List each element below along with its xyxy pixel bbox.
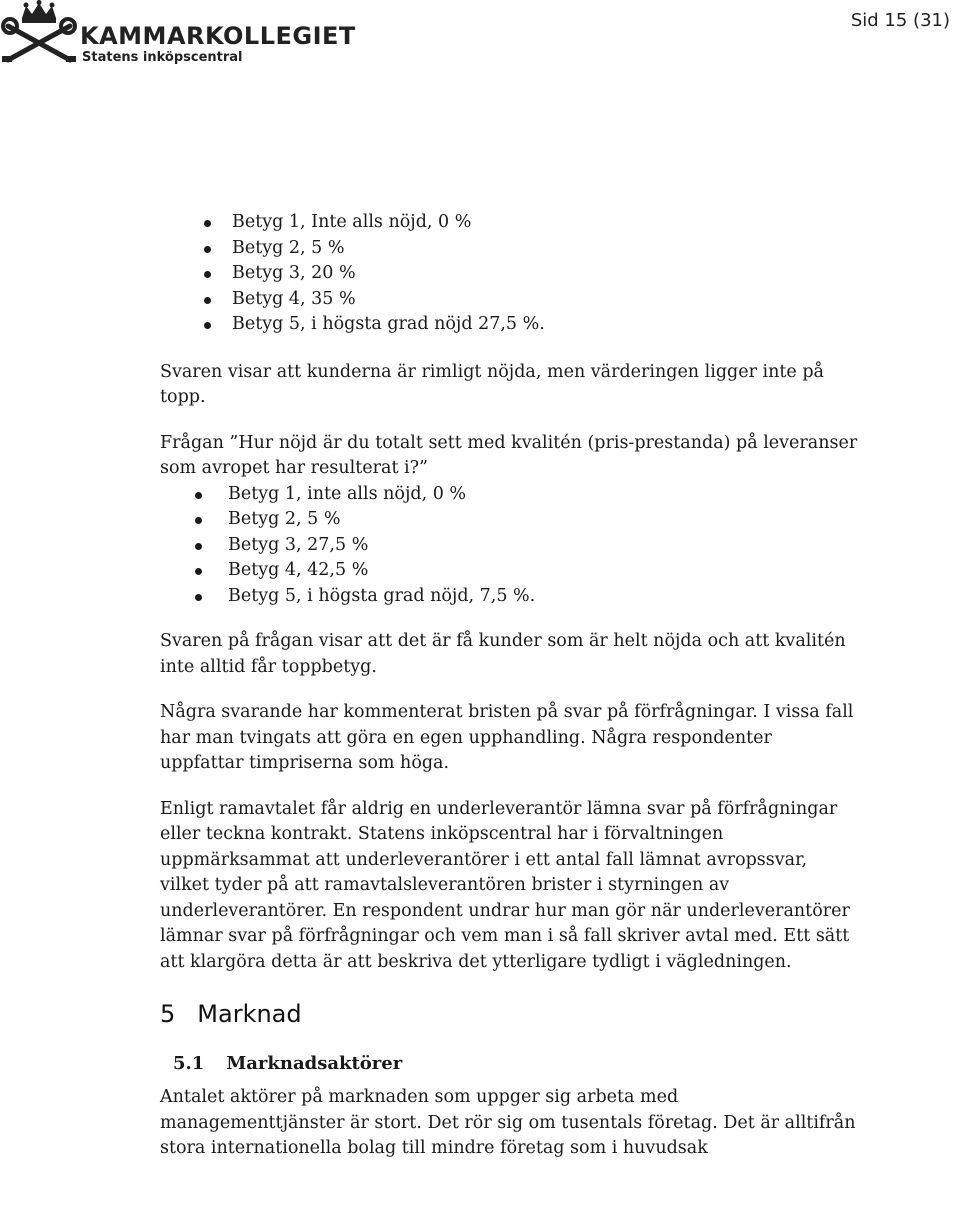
document-body — [160, 210, 860, 1162]
rating-list-satisfaction — [160, 210, 860, 338]
header-logo — [0, 0, 356, 70]
section-number: 5 — [160, 1000, 176, 1028]
bullet-icon — [204, 297, 211, 304]
subsection-heading — [160, 1051, 860, 1077]
list-item: Betyg 4, 42,5 % — [160, 558, 860, 584]
list-item: Betyg 3, 27,5 % — [160, 533, 860, 559]
rating-list-quality — [160, 482, 860, 610]
bullet-icon — [204, 271, 211, 278]
bullet-icon — [204, 246, 211, 253]
list-item: Betyg 1, inte alls nöjd, 0 % — [160, 482, 860, 508]
paragraph: Några svarande har kommenterat bristen på svar på förfrågningar. I vissa fall har man tvingats att göra en egen upphandling. Några respondenter uppfattar timpriserna som höga. — [160, 702, 854, 773]
list-item: Betyg 3, 20 % — [160, 261, 860, 287]
section-heading — [160, 997, 860, 1031]
page-number: Sid 15 (31) — [850, 10, 950, 31]
list-item: Betyg 1, Inte alls nöjd, 0 % — [160, 210, 860, 236]
paragraph: Enligt ramavtalet får aldrig en underleverantör lämna svar på förfrågningar eller teckna kontrakt. Statens inköpscentral har i förvaltningen uppmärksammat att underleverantörer i ett antal fall lämnat avropssvar, vilket tyder på att ramavtalsleverantören brister i styrningen av underleverantörer. En respondent undrar hur man gör när underleverantörer lämnar svar på förfrågningar och vem man i så fall skriver avtal med. Ett sätt att klargöra detta är att beskriva det ytterligare tydligt i vägledningen. — [160, 798, 850, 972]
bullet-icon — [195, 517, 202, 524]
list-item: Betyg 2, 5 % — [160, 236, 860, 262]
bullet-icon — [195, 492, 202, 499]
paragraph: Svaren visar att kunderna är rimligt nöjda, men värderingen ligger inte på topp. — [160, 361, 824, 407]
paragraph: Frågan ”Hur nöjd är du totalt sett med kvalitén (pris-prestanda) på leveranser som avropet har resulterat i?” — [160, 432, 858, 478]
bullet-icon — [195, 568, 202, 575]
subsection-title: Marknadsaktörer — [226, 1053, 403, 1074]
section-title: Marknad — [197, 1000, 302, 1028]
bullet-icon — [195, 543, 202, 550]
bullet-icon — [195, 594, 202, 601]
list-item: Betyg 5, i högsta grad nöjd, 7,5 %. — [160, 584, 860, 610]
list-item: Betyg 2, 5 % — [160, 507, 860, 533]
brand-name: KAMMARKOLLEGIET — [80, 22, 356, 50]
paragraph: Svaren på frågan visar att det är få kunder som är helt nöjda och att kvalitén inte alltid får toppbetyg. — [160, 631, 846, 677]
paragraph: Antalet aktörer på marknaden som uppger sig arbeta med managementtjänster är stort. Det rör sig om tusentals företag. Det är alltifrån stora internationella bolag till mindre företag som i huvudsak — [160, 1087, 856, 1158]
list-item: Betyg 4, 35 % — [160, 287, 860, 313]
bullet-icon — [204, 322, 211, 329]
brand-subtitle: Statens inköpscentral — [82, 50, 243, 65]
subsection-number: 5.1 — [173, 1053, 205, 1074]
crown-keys-logo-icon — [0, 0, 78, 68]
list-item: Betyg 5, i högsta grad nöjd 27,5 %. — [160, 312, 860, 338]
bullet-icon — [204, 220, 211, 227]
